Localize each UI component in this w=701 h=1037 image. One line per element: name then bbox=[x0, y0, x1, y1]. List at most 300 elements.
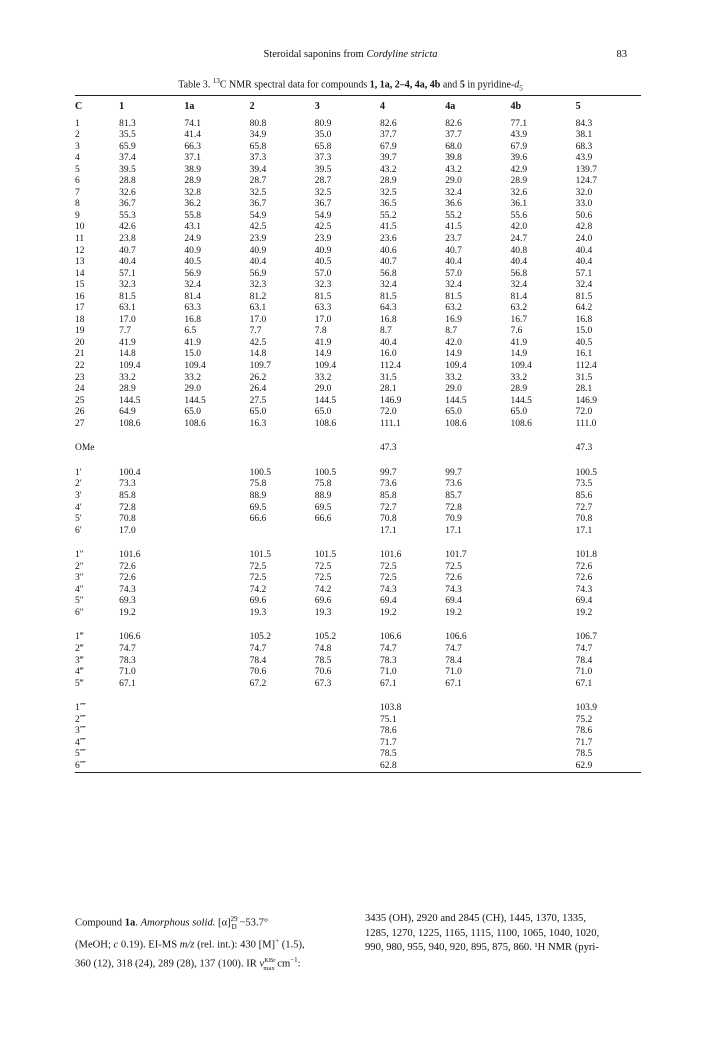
shift-value: 74.7 bbox=[119, 643, 136, 654]
shift-value: 24.7 bbox=[510, 234, 528, 245]
shift-value: 47.3 bbox=[575, 443, 593, 454]
shift-value: 40.4 bbox=[119, 257, 136, 268]
shift-value: 88.9 bbox=[249, 490, 267, 501]
table-row bbox=[75, 211, 641, 223]
shift-value bbox=[445, 703, 510, 715]
shift-value: 32.5 bbox=[249, 187, 267, 198]
shift-value: 28.1 bbox=[380, 384, 397, 395]
carbon-label: 19 bbox=[75, 326, 85, 337]
caption-prefix: Table 3. bbox=[178, 79, 213, 91]
table-row bbox=[75, 349, 641, 361]
shift-value: 111.0 bbox=[575, 418, 597, 429]
shift-value: 69.4 bbox=[445, 596, 462, 607]
carbon-label: 22 bbox=[75, 361, 85, 372]
shift-value: 40.7 bbox=[445, 245, 462, 256]
table-row bbox=[75, 608, 641, 620]
table-caption bbox=[0, 77, 701, 92]
shift-value: 63.2 bbox=[510, 303, 528, 314]
spacer-cell bbox=[75, 537, 641, 550]
table-bottom-rule bbox=[75, 772, 641, 773]
table-row bbox=[75, 468, 641, 480]
header-row bbox=[75, 96, 641, 119]
carbon-label: 1⁗ bbox=[75, 703, 87, 714]
caption-last-compound: 5 bbox=[459, 79, 465, 91]
shift-value: 78.6 bbox=[380, 726, 397, 737]
shift-value: 37.7 bbox=[380, 130, 397, 141]
shift-value: 101.5 bbox=[314, 550, 337, 561]
shift-value bbox=[445, 726, 510, 738]
shift-value: 19.2 bbox=[380, 607, 397, 618]
table-row bbox=[75, 315, 641, 327]
shift-value: 40.8 bbox=[510, 245, 528, 256]
shift-value: 70.6 bbox=[249, 667, 267, 678]
text-fragment: : bbox=[297, 958, 301, 970]
carbon-label: 6⁗ bbox=[75, 760, 87, 771]
shift-value: 74.7 bbox=[575, 643, 593, 654]
shift-value: 28.8 bbox=[119, 176, 136, 187]
shift-value: 65.0 bbox=[510, 407, 528, 418]
shift-value: 41.5 bbox=[380, 222, 397, 233]
text-fragment: Compound bbox=[75, 917, 125, 929]
shift-value: 29.0 bbox=[314, 384, 332, 395]
table-row bbox=[75, 222, 641, 234]
shift-value: 101.6 bbox=[380, 550, 402, 561]
carbon-label: 15 bbox=[75, 280, 85, 291]
spacer-cell bbox=[75, 430, 641, 443]
shift-value: 16.8 bbox=[380, 314, 397, 325]
shift-value bbox=[184, 632, 249, 644]
carbon-label: 8 bbox=[75, 199, 80, 210]
shift-value: 74.7 bbox=[249, 643, 267, 654]
shift-value bbox=[510, 514, 575, 526]
shift-value: 17.0 bbox=[314, 314, 332, 325]
table-row bbox=[75, 407, 641, 419]
table-row bbox=[75, 199, 641, 211]
shift-value: 8.7 bbox=[380, 326, 392, 337]
shift-value: 68.3 bbox=[575, 141, 593, 152]
shift-value: 81.2 bbox=[249, 291, 267, 302]
text-fragment: cm bbox=[274, 958, 291, 970]
shift-value: 65.0 bbox=[184, 407, 201, 418]
carbon-label: 3′ bbox=[75, 490, 82, 501]
group-spacer bbox=[75, 455, 641, 468]
shift-value: 72.5 bbox=[249, 561, 267, 572]
compound-label: 1a bbox=[124, 917, 136, 929]
shift-value: 101.5 bbox=[249, 550, 271, 561]
table-row bbox=[75, 165, 641, 177]
shift-value: 70.8 bbox=[575, 514, 593, 525]
shift-value: 78.4 bbox=[575, 655, 593, 666]
carbon-label: 2″ bbox=[75, 561, 84, 572]
column-header: 4a bbox=[445, 101, 456, 112]
shift-value: 16.8 bbox=[184, 314, 201, 325]
column-header: 4 bbox=[380, 101, 386, 112]
shift-value bbox=[250, 715, 315, 727]
text-fragment: 0.19). EI-MS bbox=[118, 939, 180, 951]
shift-value: 70.9 bbox=[445, 514, 462, 525]
shift-value: 72.6 bbox=[119, 573, 136, 584]
shift-value: 71.0 bbox=[575, 667, 593, 678]
shift-value: 82.6 bbox=[445, 118, 462, 129]
column-header: 2 bbox=[249, 101, 255, 112]
shift-value: 29.0 bbox=[445, 176, 462, 187]
shift-value bbox=[184, 585, 249, 597]
shift-value bbox=[250, 761, 315, 773]
shift-value: 67.9 bbox=[510, 141, 528, 152]
shift-value: 16.9 bbox=[445, 314, 462, 325]
shift-value bbox=[184, 468, 249, 480]
shift-value: 43.2 bbox=[445, 164, 462, 175]
table-row bbox=[75, 396, 641, 408]
carbon-label: 12 bbox=[75, 245, 85, 256]
shift-value: 39.4 bbox=[249, 164, 267, 175]
shift-value: 36.1 bbox=[510, 199, 528, 210]
carbon-label: 27 bbox=[75, 418, 85, 429]
carbon-label: 9 bbox=[75, 210, 80, 221]
shift-value bbox=[119, 726, 184, 738]
nmr-table bbox=[75, 95, 641, 773]
shift-value bbox=[510, 715, 575, 727]
shift-value bbox=[119, 715, 184, 727]
table-row bbox=[75, 503, 641, 515]
shift-value: 42.0 bbox=[510, 222, 528, 233]
shift-value: 17.1 bbox=[575, 525, 593, 536]
shift-value: 71.7 bbox=[575, 737, 593, 748]
shift-value: 109.4 bbox=[184, 361, 206, 372]
text-fragment: (rel. int.): 430 [M] bbox=[194, 939, 276, 951]
shift-value bbox=[510, 596, 575, 608]
shift-value: 78.3 bbox=[380, 655, 397, 666]
shift-value: 68.0 bbox=[445, 141, 462, 152]
shift-value: 81.5 bbox=[380, 291, 397, 302]
shift-value: 14.9 bbox=[445, 349, 462, 360]
shift-value: 77.1 bbox=[510, 118, 528, 129]
shift-value: 72.5 bbox=[314, 573, 332, 584]
carbon-label: 16 bbox=[75, 291, 85, 302]
column-header: 1 bbox=[119, 101, 125, 112]
shift-value bbox=[510, 562, 575, 574]
shift-value: 74.3 bbox=[380, 584, 397, 595]
shift-value: 103.8 bbox=[380, 703, 402, 714]
shift-value bbox=[184, 479, 249, 491]
shift-value bbox=[315, 715, 380, 727]
shift-value: 75.2 bbox=[575, 714, 593, 725]
shift-value: 16.8 bbox=[575, 314, 593, 325]
shift-value: 81.5 bbox=[119, 291, 136, 302]
carbon-label: 3‴ bbox=[75, 655, 84, 666]
table-row bbox=[75, 667, 641, 679]
table-row bbox=[75, 142, 641, 154]
shift-value bbox=[119, 749, 184, 761]
shift-value bbox=[510, 679, 575, 691]
shift-value: 64.3 bbox=[380, 303, 397, 314]
shift-value: 39.5 bbox=[119, 164, 136, 175]
shift-value: 72.6 bbox=[445, 573, 462, 584]
shift-value: 74.3 bbox=[445, 584, 462, 595]
shift-value: 28.7 bbox=[314, 176, 332, 187]
shift-value: 26.2 bbox=[249, 372, 267, 383]
shift-value: 72.7 bbox=[575, 502, 593, 513]
shift-value: 71.0 bbox=[445, 667, 462, 678]
shift-value: 56.8 bbox=[510, 268, 528, 279]
shift-value: 42.0 bbox=[445, 337, 462, 348]
shift-value bbox=[250, 726, 315, 738]
table-row bbox=[75, 738, 641, 750]
shift-value: 43.2 bbox=[380, 164, 397, 175]
shift-value: 40.5 bbox=[314, 257, 332, 268]
shift-value: 63.1 bbox=[119, 303, 136, 314]
table-row bbox=[75, 644, 641, 656]
shift-value bbox=[250, 526, 315, 538]
carbon-label: 5″ bbox=[75, 596, 84, 607]
carbon-label: 6 bbox=[75, 176, 80, 187]
carbon-label: 14 bbox=[75, 268, 85, 279]
shift-value bbox=[184, 550, 249, 562]
shift-value bbox=[250, 749, 315, 761]
shift-value: 73.6 bbox=[445, 479, 462, 490]
shift-value: 67.9 bbox=[380, 141, 397, 152]
table-row bbox=[75, 246, 641, 258]
shift-value: 73.5 bbox=[575, 479, 593, 490]
shift-value: 66.6 bbox=[249, 514, 267, 525]
shift-value: 74.2 bbox=[314, 584, 332, 595]
shift-value: 67.1 bbox=[445, 678, 462, 689]
carbon-label: 3 bbox=[75, 141, 80, 152]
shift-value: 72.5 bbox=[445, 561, 462, 572]
shift-value: 31.5 bbox=[575, 372, 593, 383]
shift-value: 63.2 bbox=[445, 303, 462, 314]
shift-value bbox=[510, 632, 575, 644]
shift-value: 106.6 bbox=[380, 632, 402, 643]
caption-suffix: in pyridine- bbox=[464, 79, 515, 91]
carbon-label: 1′ bbox=[75, 467, 82, 478]
shift-value: 42.9 bbox=[510, 164, 528, 175]
table-row bbox=[75, 491, 641, 503]
shift-value: 41.5 bbox=[445, 222, 462, 233]
shift-value: 7.7 bbox=[119, 326, 132, 337]
shift-value bbox=[184, 679, 249, 691]
shift-value: 65.0 bbox=[314, 407, 332, 418]
shift-value: 85.8 bbox=[119, 490, 136, 501]
shift-value: 108.6 bbox=[119, 418, 141, 429]
shift-value: 108.6 bbox=[510, 418, 532, 429]
shift-value bbox=[250, 703, 315, 715]
shift-value: 65.0 bbox=[445, 407, 462, 418]
column-header: 4b bbox=[510, 101, 522, 112]
table-row bbox=[75, 153, 641, 165]
shift-value: 26.4 bbox=[249, 384, 267, 395]
shift-value: 74.3 bbox=[575, 584, 593, 595]
carbon-label: 4″ bbox=[75, 584, 84, 595]
carbon-label: 5⁗ bbox=[75, 749, 87, 760]
shift-value: 43.9 bbox=[510, 130, 528, 141]
shift-value bbox=[510, 761, 575, 773]
shift-value: 144.5 bbox=[184, 395, 206, 406]
table-row bbox=[75, 479, 641, 491]
shift-value: 80.8 bbox=[249, 118, 267, 129]
table-row bbox=[75, 269, 641, 281]
shift-value bbox=[315, 526, 380, 538]
shift-value: 28.9 bbox=[184, 176, 201, 187]
shift-value: 32.6 bbox=[510, 187, 528, 198]
shift-value: 50.6 bbox=[575, 210, 593, 221]
shift-value: 73.3 bbox=[119, 479, 136, 490]
carbon-label: 1 bbox=[75, 118, 80, 129]
shift-value: 75.8 bbox=[314, 479, 332, 490]
shift-value: 69.5 bbox=[314, 502, 332, 513]
caption-text: C NMR spectral data for compounds bbox=[219, 79, 370, 91]
carbon-label: 5′ bbox=[75, 514, 82, 525]
shift-value: 38.9 bbox=[184, 164, 201, 175]
shift-value: 32.0 bbox=[575, 187, 593, 198]
spacer-cell bbox=[75, 690, 641, 703]
text-fragment: (1.5), 360 (12), 318 (24), 289 (28), 137 (100). IR bbox=[75, 939, 305, 970]
shift-value: 65.8 bbox=[249, 141, 267, 152]
shift-value: 17.1 bbox=[445, 525, 462, 536]
shift-value: 81.3 bbox=[119, 118, 136, 129]
shift-value: 24.0 bbox=[575, 234, 593, 245]
carbon-label: 2′ bbox=[75, 479, 82, 490]
shift-value bbox=[510, 503, 575, 515]
shift-value bbox=[184, 608, 249, 620]
shift-value: 32.4 bbox=[184, 280, 201, 291]
shift-value: 75.8 bbox=[249, 479, 267, 490]
shift-value bbox=[510, 585, 575, 597]
shift-value bbox=[184, 443, 249, 455]
shift-value: 106.7 bbox=[575, 632, 598, 643]
shift-value: 65.0 bbox=[249, 407, 267, 418]
shift-value: 146.9 bbox=[380, 395, 402, 406]
shift-value: 32.8 bbox=[184, 187, 201, 198]
shift-value: 72.5 bbox=[249, 573, 267, 584]
shift-value: 41.9 bbox=[119, 337, 136, 348]
shift-value: 108.6 bbox=[445, 418, 467, 429]
shift-value: 56.9 bbox=[249, 268, 267, 279]
carbon-label: 3⁗ bbox=[75, 726, 87, 737]
text-fragment: [α] bbox=[215, 917, 231, 929]
shift-value: 40.6 bbox=[380, 245, 397, 256]
shift-value: 33.0 bbox=[575, 199, 593, 210]
table-row bbox=[75, 119, 641, 131]
shift-value: 112.4 bbox=[575, 361, 597, 372]
carbon-label: 25 bbox=[75, 395, 85, 406]
shift-value bbox=[184, 573, 249, 585]
table-row bbox=[75, 419, 641, 431]
shift-value bbox=[510, 738, 575, 750]
shift-value bbox=[315, 749, 380, 761]
shift-value: 28.9 bbox=[380, 176, 397, 187]
rotation-temp: 29 bbox=[230, 915, 238, 923]
shift-value: 33.2 bbox=[184, 372, 201, 383]
shift-value: 17.0 bbox=[119, 314, 136, 325]
shift-value: 7.7 bbox=[249, 326, 262, 337]
shift-value: 63.1 bbox=[249, 303, 267, 314]
shift-value: 37.3 bbox=[314, 153, 332, 164]
shift-value bbox=[510, 749, 575, 761]
shift-value: 72.6 bbox=[119, 561, 136, 572]
carbon-label: 13 bbox=[75, 257, 85, 268]
shift-value: 100.5 bbox=[575, 467, 598, 478]
shift-value: 28.9 bbox=[119, 384, 136, 395]
shift-value: 73.6 bbox=[380, 479, 397, 490]
shift-value: 74.7 bbox=[445, 643, 462, 654]
shift-value: 71.7 bbox=[380, 737, 397, 748]
shift-value bbox=[184, 749, 249, 761]
shift-value: 40.9 bbox=[249, 245, 267, 256]
shift-value bbox=[510, 491, 575, 503]
caption-solvent-sub: 5 bbox=[519, 84, 523, 93]
shift-value bbox=[119, 761, 184, 773]
ir-max: max bbox=[263, 965, 275, 972]
shift-value bbox=[445, 749, 510, 761]
group-spacer bbox=[75, 690, 641, 703]
shift-value: 55.8 bbox=[184, 210, 201, 221]
shift-value: 56.8 bbox=[380, 268, 397, 279]
table-row bbox=[75, 514, 641, 526]
shift-value: 109.4 bbox=[510, 361, 532, 372]
shift-value: 29.0 bbox=[184, 384, 201, 395]
carbon-label: 4⁗ bbox=[75, 737, 87, 748]
shift-value: 62.8 bbox=[380, 760, 397, 771]
shift-value: 28.7 bbox=[249, 176, 267, 187]
shift-value: 82.6 bbox=[380, 118, 397, 129]
shift-value: 74.3 bbox=[119, 584, 136, 595]
shift-value: 109.4 bbox=[119, 361, 141, 372]
text-fragment: . bbox=[135, 917, 141, 929]
table-row bbox=[75, 596, 641, 608]
shift-value bbox=[510, 526, 575, 538]
table-row bbox=[75, 726, 641, 738]
shift-value: 78.6 bbox=[575, 726, 593, 737]
table-row bbox=[75, 292, 641, 304]
shift-value: 37.4 bbox=[119, 153, 136, 164]
shift-value: 124.7 bbox=[575, 176, 598, 187]
shift-value bbox=[250, 443, 315, 455]
shift-value: 101.6 bbox=[119, 550, 141, 561]
carbon-label: 6″ bbox=[75, 607, 84, 618]
shift-value: 8.7 bbox=[445, 326, 458, 337]
shift-value: 112.4 bbox=[380, 361, 402, 372]
table-row bbox=[75, 338, 641, 350]
shift-value: 40.4 bbox=[510, 257, 528, 268]
running-title: Steroidal saponins from bbox=[263, 49, 367, 60]
shift-value bbox=[510, 608, 575, 620]
shift-value: 72.8 bbox=[119, 502, 136, 513]
shift-value: 74.1 bbox=[184, 118, 201, 129]
shift-value: 23.7 bbox=[445, 234, 462, 245]
shift-value: 41.9 bbox=[184, 337, 201, 348]
shift-value bbox=[184, 715, 249, 727]
shift-value: 81.5 bbox=[445, 291, 462, 302]
shift-value: 41.9 bbox=[314, 337, 332, 348]
shift-value: 43.1 bbox=[184, 222, 201, 233]
shift-value bbox=[184, 726, 249, 738]
shift-value: 16.3 bbox=[249, 418, 267, 429]
shift-value: 78.5 bbox=[314, 655, 332, 666]
shift-value: 41.9 bbox=[510, 337, 528, 348]
shift-value: 85.6 bbox=[575, 490, 593, 501]
table-row bbox=[75, 550, 641, 562]
shift-value: 36.7 bbox=[119, 199, 136, 210]
shift-value: 37.3 bbox=[249, 153, 267, 164]
shift-value: 28.9 bbox=[510, 176, 528, 187]
shift-value bbox=[184, 703, 249, 715]
table-row bbox=[75, 562, 641, 574]
shift-value bbox=[184, 562, 249, 574]
shift-value bbox=[119, 703, 184, 715]
shift-value: 15.0 bbox=[575, 326, 593, 337]
shift-value: 65.8 bbox=[314, 141, 332, 152]
